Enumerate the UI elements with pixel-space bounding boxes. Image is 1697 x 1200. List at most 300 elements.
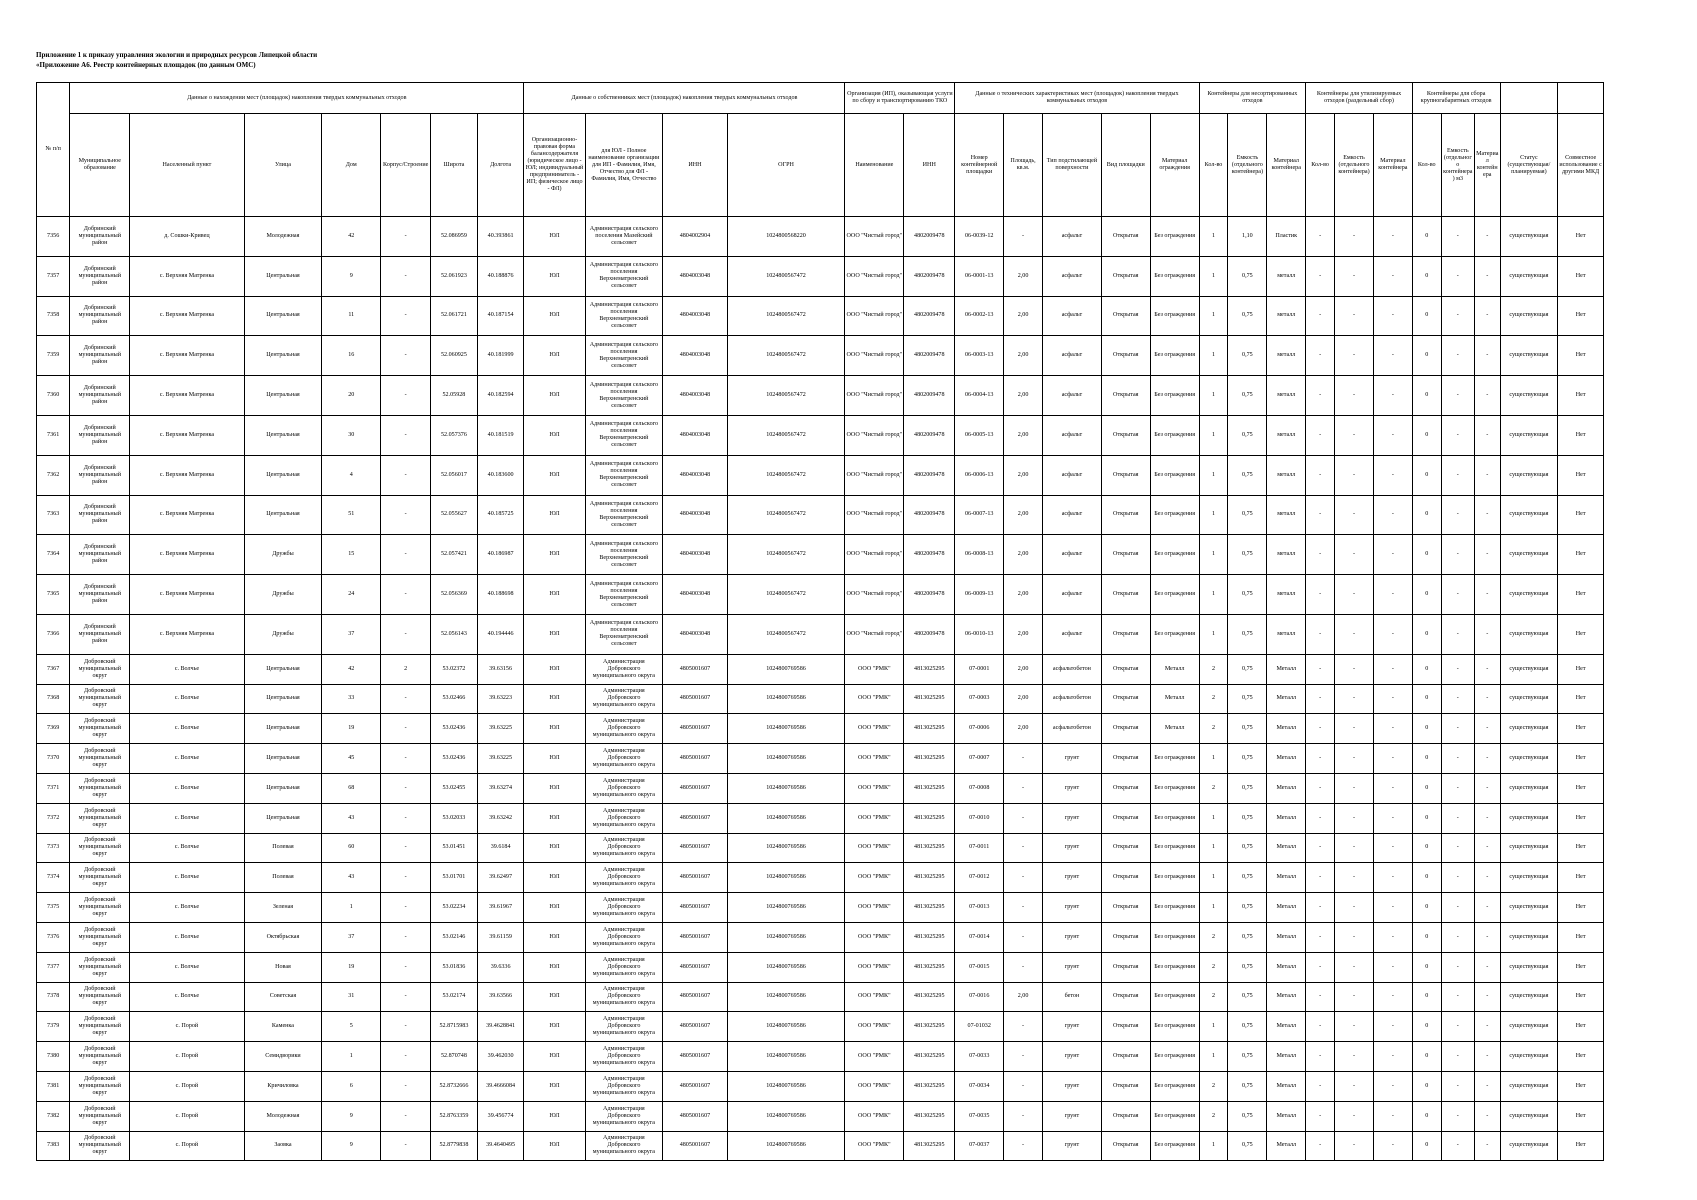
table-cell: Центральная bbox=[244, 803, 322, 833]
table-cell: 0,75 bbox=[1228, 415, 1267, 455]
table-cell: 0,75 bbox=[1228, 833, 1267, 863]
table-cell: металл bbox=[1267, 256, 1306, 296]
table-cell: - bbox=[1373, 415, 1412, 455]
table-cell: 2,00 bbox=[1004, 714, 1043, 744]
table-cell: 39.61967 bbox=[477, 893, 524, 923]
table-cell: 07-0012 bbox=[955, 863, 1004, 893]
table-cell: - bbox=[1335, 833, 1374, 863]
table-cell: с. Волчье bbox=[130, 714, 244, 744]
table-cell: 0 bbox=[1412, 535, 1441, 575]
table-cell: Добровский муниципальный округ bbox=[70, 1012, 130, 1042]
table-cell: 07-0033 bbox=[955, 1042, 1004, 1072]
table-cell: 0,75 bbox=[1228, 575, 1267, 615]
table-cell: - bbox=[1441, 893, 1474, 923]
table-cell: 53.02234 bbox=[431, 893, 478, 923]
table-cell: 1024800567472 bbox=[727, 296, 845, 336]
table-cell: - bbox=[1335, 336, 1374, 376]
table-cell: Нет bbox=[1558, 744, 1604, 774]
table-cell: - bbox=[381, 1071, 431, 1101]
table-cell: Администрация сельского поселения Верхнематренский сельсовет bbox=[585, 614, 663, 654]
table-row bbox=[37, 952, 1604, 982]
header-group-carrier: Организация (ИП), оказывающая услуги по сбору и транспортированию ТКО bbox=[845, 83, 955, 114]
table-cell: 4813025295 bbox=[904, 952, 955, 982]
table-cell: 7380 bbox=[37, 1042, 70, 1072]
table-cell: 0,75 bbox=[1228, 535, 1267, 575]
table-cell: с. Порой bbox=[130, 1131, 244, 1161]
table-cell: - bbox=[381, 982, 431, 1012]
table-cell: 4805001607 bbox=[663, 714, 727, 744]
table-cell: - bbox=[1441, 336, 1474, 376]
table-cell: - bbox=[1441, 614, 1474, 654]
table-row bbox=[37, 256, 1604, 296]
table-cell: Открытая bbox=[1101, 952, 1150, 982]
table-row bbox=[37, 336, 1604, 376]
table-cell: 4813025295 bbox=[904, 863, 955, 893]
table-cell: ЮЛ bbox=[524, 833, 585, 863]
table-cell: 7365 bbox=[37, 575, 70, 615]
table-cell: Без ограждения bbox=[1150, 415, 1199, 455]
table-cell: - bbox=[381, 744, 431, 774]
table-cell: с. Волчье bbox=[130, 833, 244, 863]
table-cell: - bbox=[1474, 1012, 1500, 1042]
table-cell: - bbox=[1441, 1101, 1474, 1131]
table-cell: существующая bbox=[1500, 744, 1558, 774]
table-cell: с. Волчье bbox=[130, 893, 244, 923]
table-cell: 7370 bbox=[37, 744, 70, 774]
table-cell: 4813025295 bbox=[904, 1071, 955, 1101]
table-cell: - bbox=[1335, 256, 1374, 296]
table-cell: металл bbox=[1267, 495, 1306, 535]
table-cell: 7357 bbox=[37, 256, 70, 296]
table-row bbox=[37, 415, 1604, 455]
column-header: Кол-во bbox=[1306, 114, 1335, 217]
table-cell: - bbox=[1373, 376, 1412, 416]
table-cell: асфальт bbox=[1043, 296, 1102, 336]
table-cell: ЮЛ bbox=[524, 773, 585, 803]
table-cell: 39.63223 bbox=[477, 684, 524, 714]
table-cell: - bbox=[1306, 922, 1335, 952]
table-cell: асфальт bbox=[1043, 575, 1102, 615]
table-cell: ООО "РМК" bbox=[845, 773, 904, 803]
table-cell: Без ограждения bbox=[1150, 495, 1199, 535]
table-cell: 4804003048 bbox=[663, 296, 727, 336]
table-cell: Добровский муниципальный округ bbox=[70, 863, 130, 893]
table-cell: 53.02466 bbox=[431, 684, 478, 714]
table-cell: - bbox=[381, 952, 431, 982]
table-cell: Металл bbox=[1267, 982, 1306, 1012]
table-cell: - bbox=[1474, 1042, 1500, 1072]
table-cell: - bbox=[1306, 952, 1335, 982]
table-cell: ЮЛ bbox=[524, 952, 585, 982]
table-cell: - bbox=[1335, 575, 1374, 615]
table-cell: Новая bbox=[244, 952, 322, 982]
table-cell: - bbox=[1373, 336, 1412, 376]
table-cell: бетон bbox=[1043, 982, 1102, 1012]
table-cell: - bbox=[381, 495, 431, 535]
table-cell: - bbox=[1474, 455, 1500, 495]
table-cell: Центральная bbox=[244, 336, 322, 376]
table-cell: - bbox=[1441, 296, 1474, 336]
table-cell: - bbox=[1474, 376, 1500, 416]
table-header bbox=[37, 83, 1604, 217]
table-cell: - bbox=[1441, 1042, 1474, 1072]
table-cell: Металл bbox=[1267, 803, 1306, 833]
table-cell: - bbox=[1441, 922, 1474, 952]
table-cell: 39.63242 bbox=[477, 803, 524, 833]
table-cell: ЮЛ bbox=[524, 336, 585, 376]
table-cell: Советская bbox=[244, 982, 322, 1012]
table-cell: - bbox=[1306, 773, 1335, 803]
table-cell: асфальтобетон bbox=[1043, 654, 1102, 684]
table-cell: 1024800769586 bbox=[727, 1071, 845, 1101]
table-cell: грунт bbox=[1043, 1101, 1102, 1131]
table-cell: 4813025295 bbox=[904, 654, 955, 684]
table-cell: ЮЛ bbox=[524, 217, 585, 257]
table-cell: Нет bbox=[1558, 336, 1604, 376]
table-cell: 0 bbox=[1412, 217, 1441, 257]
table-cell: 06-0004-13 bbox=[955, 376, 1004, 416]
table-cell: Центральная bbox=[244, 256, 322, 296]
table-cell: Нет bbox=[1558, 922, 1604, 952]
table-cell: - bbox=[1474, 654, 1500, 684]
table-cell: 2 bbox=[1199, 982, 1228, 1012]
column-header: Дом bbox=[322, 114, 381, 217]
table-cell: - bbox=[1306, 575, 1335, 615]
table-cell: ООО "Чистый город" bbox=[845, 217, 904, 257]
table-cell: 1024800567472 bbox=[727, 575, 845, 615]
table-cell: - bbox=[1474, 893, 1500, 923]
table-row bbox=[37, 455, 1604, 495]
table-cell: 7376 bbox=[37, 922, 70, 952]
table-cell: 0,75 bbox=[1228, 1042, 1267, 1072]
table-cell: Полевая bbox=[244, 863, 322, 893]
table-cell: Нет bbox=[1558, 614, 1604, 654]
table-cell: Центральная bbox=[244, 455, 322, 495]
table-cell: - bbox=[381, 535, 431, 575]
table-cell: - bbox=[1373, 1071, 1412, 1101]
table-cell: Заовка bbox=[244, 1131, 322, 1161]
table-cell: 1024800567472 bbox=[727, 256, 845, 296]
table-cell: Без ограждения bbox=[1150, 1101, 1199, 1131]
table-cell: 4805001607 bbox=[663, 744, 727, 774]
table-cell: - bbox=[1474, 863, 1500, 893]
table-cell: - bbox=[1373, 773, 1412, 803]
table-cell: 0,75 bbox=[1228, 952, 1267, 982]
table-cell: 7364 bbox=[37, 535, 70, 575]
table-cell: Администрация Добровского муниципального округа bbox=[585, 714, 663, 744]
table-cell: 0,75 bbox=[1228, 614, 1267, 654]
table-cell: 4813025295 bbox=[904, 922, 955, 952]
table-cell: 1 bbox=[1199, 1131, 1228, 1161]
table-cell: Добринский муниципальный район bbox=[70, 575, 130, 615]
table-cell: - bbox=[1441, 952, 1474, 982]
table-row bbox=[37, 1012, 1604, 1042]
table-cell: 4813025295 bbox=[904, 982, 955, 1012]
table-cell: Пластик bbox=[1267, 217, 1306, 257]
table-cell: 52.061923 bbox=[431, 256, 478, 296]
table-cell: - bbox=[1441, 495, 1474, 535]
table-cell: 1 bbox=[1199, 893, 1228, 923]
table-cell: грунт bbox=[1043, 833, 1102, 863]
table-cell: - bbox=[1373, 455, 1412, 495]
table-cell: 06-0009-13 bbox=[955, 575, 1004, 615]
table-cell: Металл bbox=[1267, 1071, 1306, 1101]
table-cell: существующая bbox=[1500, 256, 1558, 296]
table-row bbox=[37, 982, 1604, 1012]
table-cell: 07-0016 bbox=[955, 982, 1004, 1012]
table-row bbox=[37, 1131, 1604, 1161]
table-cell: с. Верхняя Матренка bbox=[130, 256, 244, 296]
table-cell: Центральная bbox=[244, 296, 322, 336]
table-cell: 7381 bbox=[37, 1071, 70, 1101]
table-cell: - bbox=[1441, 1131, 1474, 1161]
table-cell: - bbox=[1474, 535, 1500, 575]
table-cell: - bbox=[1004, 863, 1043, 893]
table-cell: 1024800769586 bbox=[727, 654, 845, 684]
table-cell: Нет bbox=[1558, 803, 1604, 833]
table-cell: ЮЛ bbox=[524, 744, 585, 774]
table-cell: - bbox=[1306, 455, 1335, 495]
table-cell: 2 bbox=[1199, 773, 1228, 803]
table-cell: Нет bbox=[1558, 952, 1604, 982]
table-cell: 11 bbox=[322, 296, 381, 336]
table-cell: Металл bbox=[1150, 654, 1199, 684]
table-cell: существующая bbox=[1500, 952, 1558, 982]
table-cell: 40.185725 bbox=[477, 495, 524, 535]
table-cell: Администрация сельского поселения Мазейский сельсовет bbox=[585, 217, 663, 257]
table-cell: 0 bbox=[1412, 922, 1441, 952]
column-header: Номер контейнерной площадки bbox=[955, 114, 1004, 217]
table-cell: 4804003048 bbox=[663, 614, 727, 654]
table-cell: - bbox=[1373, 614, 1412, 654]
table-cell: 52.057421 bbox=[431, 535, 478, 575]
table-cell: - bbox=[1004, 893, 1043, 923]
table-cell: - bbox=[381, 1101, 431, 1131]
table-cell: - bbox=[381, 684, 431, 714]
table-cell: 0 bbox=[1412, 1101, 1441, 1131]
table-cell: - bbox=[1335, 684, 1374, 714]
table-cell: Администрация Добровского муниципального округа bbox=[585, 1101, 663, 1131]
table-cell: - bbox=[1306, 296, 1335, 336]
container-sites-registry-table bbox=[36, 82, 1604, 1161]
table-cell: 52.8715983 bbox=[431, 1012, 478, 1042]
table-cell: - bbox=[381, 922, 431, 952]
table-cell: существующая bbox=[1500, 1131, 1558, 1161]
table-cell: Добровский муниципальный округ bbox=[70, 714, 130, 744]
table-cell: с. Верхняя Матренка bbox=[130, 415, 244, 455]
table-cell: 52.8732666 bbox=[431, 1071, 478, 1101]
table-cell: 0,75 bbox=[1228, 1012, 1267, 1042]
table-cell: 0 bbox=[1412, 575, 1441, 615]
table-cell: ООО "Чистый город" bbox=[845, 256, 904, 296]
table-cell: - bbox=[1306, 893, 1335, 923]
table-cell: 33 bbox=[322, 684, 381, 714]
table-cell: - bbox=[1441, 535, 1474, 575]
table-cell: - bbox=[1004, 1071, 1043, 1101]
table-cell: Металл bbox=[1267, 654, 1306, 684]
table-cell: 39.6184 bbox=[477, 833, 524, 863]
table-cell: 7372 bbox=[37, 803, 70, 833]
table-cell: Без ограждения bbox=[1150, 863, 1199, 893]
table-cell: 7361 bbox=[37, 415, 70, 455]
table-cell: - bbox=[1335, 773, 1374, 803]
table-cell: 1 bbox=[1199, 296, 1228, 336]
table-cell: 31 bbox=[322, 982, 381, 1012]
table-cell: - bbox=[381, 575, 431, 615]
table-cell: - bbox=[381, 714, 431, 744]
table-cell: 52.060925 bbox=[431, 336, 478, 376]
table-cell: грунт bbox=[1043, 1131, 1102, 1161]
table-cell: 2 bbox=[1199, 922, 1228, 952]
table-cell: - bbox=[381, 863, 431, 893]
column-header: Улица bbox=[244, 114, 322, 217]
table-cell: существующая bbox=[1500, 1042, 1558, 1072]
table-cell: - bbox=[1373, 256, 1412, 296]
table-cell: Металл bbox=[1267, 744, 1306, 774]
table-cell: Нет bbox=[1558, 773, 1604, 803]
table-cell: 51 bbox=[322, 495, 381, 535]
table-cell: ООО "РМК" bbox=[845, 922, 904, 952]
table-cell: ЮЛ bbox=[524, 1101, 585, 1131]
table-cell: - bbox=[1373, 684, 1412, 714]
table-cell: Администрация Добровского муниципального округа bbox=[585, 744, 663, 774]
table-cell: Добровский муниципальный округ bbox=[70, 684, 130, 714]
table-cell: 2,00 bbox=[1004, 654, 1043, 684]
table-cell: - bbox=[1474, 495, 1500, 535]
table-cell: - bbox=[1335, 922, 1374, 952]
table-cell: 0 bbox=[1412, 1131, 1441, 1161]
table-cell: - bbox=[1335, 803, 1374, 833]
table-cell: существующая bbox=[1500, 614, 1558, 654]
table-cell: существующая bbox=[1500, 376, 1558, 416]
table-cell: 1024800567472 bbox=[727, 495, 845, 535]
table-row bbox=[37, 1071, 1604, 1101]
table-cell: - bbox=[381, 773, 431, 803]
table-cell: Открытая bbox=[1101, 744, 1150, 774]
table-cell: 1 bbox=[1199, 256, 1228, 296]
table-cell: Без ограждения bbox=[1150, 614, 1199, 654]
table-cell: - bbox=[1306, 376, 1335, 416]
table-cell: асфальт bbox=[1043, 455, 1102, 495]
table-cell: 52.056143 bbox=[431, 614, 478, 654]
table-cell: 7379 bbox=[37, 1012, 70, 1042]
table-cell: - bbox=[1373, 893, 1412, 923]
table-cell: ООО "Чистый город" bbox=[845, 575, 904, 615]
table-cell: - bbox=[1474, 803, 1500, 833]
table-cell: 0 bbox=[1412, 803, 1441, 833]
column-header: Емкость (отдельного контейнера) м3 bbox=[1441, 114, 1474, 217]
table-cell: 7382 bbox=[37, 1101, 70, 1131]
table-cell: Администрация сельского поселения Верхнематренский сельсовет bbox=[585, 296, 663, 336]
table-cell: существующая bbox=[1500, 893, 1558, 923]
table-cell: - bbox=[1306, 1131, 1335, 1161]
table-cell: асфальт bbox=[1043, 415, 1102, 455]
table-cell: 07-0035 bbox=[955, 1101, 1004, 1131]
table-cell: Открытая bbox=[1101, 415, 1150, 455]
column-header: Широта bbox=[431, 114, 478, 217]
table-cell: Добровский муниципальный округ bbox=[70, 982, 130, 1012]
header-group-empty-status bbox=[1500, 83, 1558, 114]
table-cell: - bbox=[1335, 535, 1374, 575]
table-cell: с. Волчье bbox=[130, 744, 244, 774]
table-cell: Открытая bbox=[1101, 1101, 1150, 1131]
table-cell: 06-0008-13 bbox=[955, 535, 1004, 575]
table-cell: 4802009478 bbox=[904, 336, 955, 376]
table-cell: - bbox=[1474, 744, 1500, 774]
table-cell: 4805001607 bbox=[663, 773, 727, 803]
table-cell: Администрация Добровского муниципального округа bbox=[585, 1071, 663, 1101]
table-cell: существующая bbox=[1500, 833, 1558, 863]
table-cell: 53.02436 bbox=[431, 744, 478, 774]
table-cell: 1024800769586 bbox=[727, 744, 845, 774]
table-cell: с. Верхняя Матренка bbox=[130, 296, 244, 336]
column-header: Наименование bbox=[845, 114, 904, 217]
table-cell: 39.462030 bbox=[477, 1042, 524, 1072]
table-cell: д. Сошки-Кривец bbox=[130, 217, 244, 257]
table-cell: Администрация Добровского муниципального округа bbox=[585, 773, 663, 803]
table-cell: Нет bbox=[1558, 654, 1604, 684]
heading-line-2: «Приложение А6. Реестр контейнерных площадок (по данным ОМС) bbox=[36, 61, 256, 69]
table-cell: с. Волчье bbox=[130, 982, 244, 1012]
table-cell: 07-0001 bbox=[955, 654, 1004, 684]
table-cell: 07-0011 bbox=[955, 833, 1004, 863]
table-cell: - bbox=[381, 376, 431, 416]
table-cell: - bbox=[1474, 1131, 1500, 1161]
table-cell: 42 bbox=[322, 217, 381, 257]
table-cell: 0,75 bbox=[1228, 893, 1267, 923]
table-cell: - bbox=[1441, 744, 1474, 774]
table-row bbox=[37, 744, 1604, 774]
table-cell: 40.181999 bbox=[477, 336, 524, 376]
table-cell: 4805001607 bbox=[663, 1012, 727, 1042]
table-cell: 06-0003-13 bbox=[955, 336, 1004, 376]
column-header: Материал контейнера bbox=[1267, 114, 1306, 217]
table-cell: - bbox=[1441, 256, 1474, 296]
table-cell: Добринский муниципальный район bbox=[70, 336, 130, 376]
header-group-row bbox=[37, 83, 1604, 114]
header-group-location: Данные о нахождении мест (площадок) накопления твердых коммунальных отходов bbox=[70, 83, 524, 114]
table-cell: - bbox=[1441, 1071, 1474, 1101]
table-cell: 39.63274 bbox=[477, 773, 524, 803]
table-cell: Добринский муниципальный район bbox=[70, 415, 130, 455]
table-cell: 37 bbox=[322, 922, 381, 952]
table-cell: - bbox=[1474, 952, 1500, 982]
table-cell: ЮЛ bbox=[524, 982, 585, 1012]
table-cell: 1 bbox=[1199, 833, 1228, 863]
column-header: Емкость (отдельного контейнера) bbox=[1228, 114, 1267, 217]
header-group-technical: Данные о технических характеристиках мест (площадок) накопления твердых коммунальных отходов bbox=[955, 83, 1199, 114]
table-cell: металл bbox=[1267, 336, 1306, 376]
table-cell: - bbox=[1306, 415, 1335, 455]
table-cell: 07-0014 bbox=[955, 922, 1004, 952]
table-cell: ЮЛ bbox=[524, 714, 585, 744]
table-cell: Открытая bbox=[1101, 1071, 1150, 1101]
table-cell: 4813025295 bbox=[904, 1131, 955, 1161]
table-cell: - bbox=[1306, 833, 1335, 863]
table-cell: Администрация Добровского муниципального округа bbox=[585, 1042, 663, 1072]
table-cell: 2,00 bbox=[1004, 415, 1043, 455]
table-cell: - bbox=[1474, 614, 1500, 654]
table-cell: - bbox=[1373, 952, 1412, 982]
table-cell: 1024800769586 bbox=[727, 803, 845, 833]
table-cell: - bbox=[1441, 714, 1474, 744]
table-cell: 1024800567472 bbox=[727, 415, 845, 455]
table-cell: 2 bbox=[381, 654, 431, 684]
header-group-owners: Данные о собственниках мест (площадок) накопления твердых коммунальных отходов bbox=[524, 83, 845, 114]
table-cell: 2 bbox=[1199, 714, 1228, 744]
table-cell: грунт bbox=[1043, 863, 1102, 893]
table-cell: 4 bbox=[322, 455, 381, 495]
